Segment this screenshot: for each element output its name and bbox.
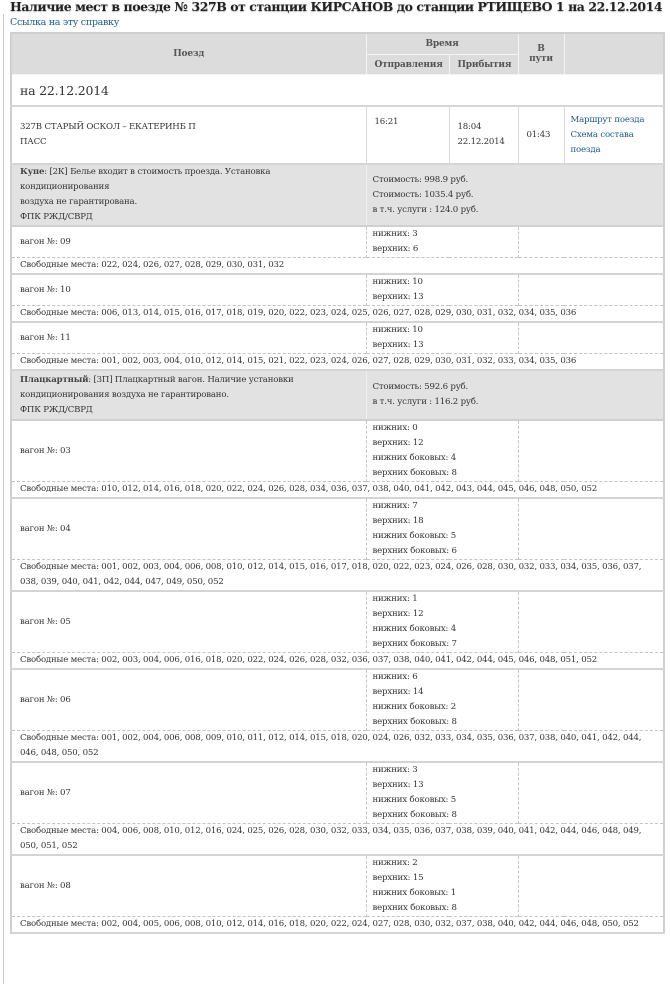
seat-count: верхних боковых: 8 <box>372 903 457 913</box>
wagon-seat-counts <box>366 322 518 354</box>
price-line: Стоимость: 1035.4 руб. <box>372 189 474 200</box>
wagon-seat-counts <box>366 855 518 917</box>
price-line: в т.ч. услуги : 124.0 руб. <box>372 204 479 215</box>
car-class-name: Плацкартный <box>20 374 89 385</box>
wagon-seat-counts <box>366 669 518 731</box>
train-arrival-date: 22.12.2014 <box>457 137 505 147</box>
free-seats-list: Свободные места: 004, 006, 008, 010, 012, 016, 024, 025, 026, 028, 030, 032, 033, 034, 035, 036, 037, 038, 039, 040, 041, 042, 044, 046, 048, 049, 050, 051, 052 <box>11 824 664 856</box>
free-seats-list: Свободные места: 001, 002, 003, 004, 010, 012, 014, 015, 021, 022, 023, 024, 026, 027, 028, 029, 030, 031, 032, 033, 034, 035, 036 <box>11 354 664 371</box>
free-seats-list: Свободные места: 006, 013, 014, 015, 016, 017, 018, 019, 020, 022, 023, 024, 025, 026, 027, 028, 029, 030, 031, 032, 034, 035, 036 <box>11 306 664 323</box>
seat-count: нижних боковых: 4 <box>372 624 457 634</box>
car-class-prices <box>366 164 664 226</box>
train-arrival <box>449 106 518 164</box>
seat-count: нижних боковых: 2 <box>372 702 457 712</box>
wagon-empty-cell <box>518 322 664 354</box>
wagon-number: вагон №: 07 <box>11 762 366 824</box>
car-class-row <box>11 164 664 226</box>
route-link[interactable]: Маршрут поезда <box>570 114 645 125</box>
train-arrival-time: 18:04 <box>457 122 482 132</box>
car-class-desc-line2: кондиционирования воздуха не гарантировано. <box>20 389 229 400</box>
header-arrival: Прибытия <box>449 55 518 75</box>
car-class-description <box>11 164 366 226</box>
seat-count: нижних: 10 <box>372 277 423 287</box>
free-seats-row <box>11 917 664 934</box>
availability-table <box>10 32 665 934</box>
free-seats-list: Свободные места: 002, 004, 005, 006, 008, 010, 012, 014, 016, 018, 020, 022, 024, 027, 028, 030, 032, 037, 038, 040, 042, 044, 046, 048, 050, 052 <box>11 917 664 934</box>
wagon-seat-counts <box>366 420 518 482</box>
car-class-carrier: ФПК РЖД/СВРД <box>20 404 93 415</box>
wagon-seat-counts <box>366 762 518 824</box>
free-seats-row <box>11 560 664 592</box>
wagon-number: вагон №: 04 <box>11 498 366 560</box>
wagon-empty-cell <box>518 420 664 482</box>
wagon-number: вагон №: 09 <box>11 226 366 258</box>
car-class-desc-line1: : [2К] Белье входит в стоимость проезда. Установка кондиционирования <box>20 167 271 192</box>
header-departure: Отправления <box>366 55 449 75</box>
wagon-row <box>11 669 664 731</box>
seat-count: верхних: 18 <box>372 516 424 526</box>
seat-count: нижних: 10 <box>372 325 423 335</box>
wagon-empty-cell <box>518 669 664 731</box>
free-seats-row <box>11 258 664 275</box>
seat-count: верхних: 13 <box>372 780 424 790</box>
free-seats-list: Свободные места: 022, 024, 026, 027, 028, 029, 030, 031, 032 <box>11 258 664 275</box>
price-line: в т.ч. услуги : 116.2 руб. <box>372 397 479 407</box>
car-class-name: Купе <box>20 167 45 177</box>
free-seats-list: Свободные места: 001, 002, 004, 006, 008, 009, 010, 011, 012, 014, 015, 018, 020, 024, 026, 032, 033, 034, 035, 036, 037, 038, 040, 041, 042, 044, 046, 048, 050, 052 <box>11 731 664 763</box>
free-seats-row <box>11 482 664 499</box>
train-row <box>11 106 664 164</box>
date-row <box>11 75 664 107</box>
train-travel-time: 01:43 <box>518 106 564 164</box>
date-label: на 22.12.2014 <box>11 75 664 107</box>
seat-count: нижних боковых: 5 <box>372 531 457 541</box>
seat-count: нижних: 1 <box>372 594 418 604</box>
wagon-number: вагон №: 10 <box>11 274 366 306</box>
free-seats-row <box>11 731 664 763</box>
page-left-border <box>3 14 4 984</box>
seat-count: нижних: 3 <box>372 765 418 775</box>
wagon-empty-cell <box>518 226 664 258</box>
car-class-description <box>11 370 366 420</box>
free-seats-list: Свободные места: 010, 012, 014, 016, 018, 020, 022, 024, 026, 028, 034, 036, 037, 038, 040, 041, 042, 043, 044, 045, 046, 048, 050, 052 <box>11 482 664 499</box>
car-class-carrier: ФПК РЖД/СВРД <box>20 212 93 222</box>
car-class-desc-line2: воздуха не гарантирована. <box>20 197 137 207</box>
wagon-seat-counts <box>366 498 518 560</box>
wagon-empty-cell <box>518 855 664 917</box>
wagon-seat-counts <box>366 591 518 653</box>
wagon-number: вагон №: 06 <box>11 669 366 731</box>
seat-count: нижних боковых: 1 <box>372 888 457 898</box>
permalink-link[interactable]: Ссылка на эту справку <box>10 17 119 28</box>
seat-count: нижних боковых: 5 <box>372 795 457 805</box>
header-travel-line2: пути <box>529 54 553 64</box>
header-links <box>564 33 664 75</box>
price-line: Стоимость: 998.9 руб. <box>372 174 469 185</box>
wagon-row <box>11 591 664 653</box>
wagon-seat-counts <box>366 274 518 306</box>
wagon-empty-cell <box>518 591 664 653</box>
header-train: Поезд <box>11 33 366 75</box>
train-name-line2: ПАСС <box>20 137 47 147</box>
wagon-seat-counts <box>366 226 518 258</box>
wagon-row <box>11 762 664 824</box>
seat-count: верхних: 15 <box>372 873 424 883</box>
wagon-number: вагон №: 08 <box>11 855 366 917</box>
seat-count: верхних боковых: 8 <box>372 468 457 478</box>
price-line: Стоимость: 592.6 руб. <box>372 382 469 392</box>
header-travel-time <box>518 33 564 75</box>
wagon-number: вагон №: 05 <box>11 591 366 653</box>
seat-count: верхних: 6 <box>372 244 419 254</box>
seat-count: верхних: 13 <box>372 292 424 302</box>
wagon-row <box>11 226 664 258</box>
wagon-number: вагон №: 11 <box>11 322 366 354</box>
scheme-link[interactable]: Схема состава поезда <box>570 129 634 155</box>
wagon-row <box>11 855 664 917</box>
wagon-empty-cell <box>518 274 664 306</box>
car-class-row <box>11 370 664 420</box>
seat-count: нижних: 3 <box>372 229 418 239</box>
seat-count: верхних: 13 <box>372 340 424 350</box>
wagon-empty-cell <box>518 762 664 824</box>
wagon-empty-cell <box>518 498 664 560</box>
train-name-line1: 327В СТАРЫЙ ОСКОЛ – ЕКАТЕРИНБ П <box>20 122 196 132</box>
seat-count: нижних: 0 <box>372 423 418 433</box>
free-seats-row <box>11 653 664 670</box>
car-class-desc-line1: : [3П] Плацкартный вагон. Наличие установки <box>88 374 294 385</box>
wagon-row <box>11 322 664 354</box>
seat-count: верхних боковых: 8 <box>372 717 457 727</box>
seat-count: верхних: 12 <box>372 438 424 448</box>
seat-count: верхних боковых: 6 <box>372 546 457 556</box>
seat-count: нижних: 6 <box>372 672 418 682</box>
free-seats-row <box>11 306 664 323</box>
header-travel-line1: В <box>537 44 545 54</box>
wagon-row <box>11 420 664 482</box>
wagon-row <box>11 498 664 560</box>
train-departure: 16:21 <box>366 106 449 164</box>
seat-count: верхних: 12 <box>372 609 424 619</box>
free-seats-list: Свободные места: 001, 002, 003, 004, 006, 008, 010, 012, 014, 015, 016, 017, 018, 020, 022, 023, 024, 026, 028, 030, 032, 033, 034, 035, 036, 037, 038, 039, 040, 041, 042, 044, 047, 049, 050, 052 <box>11 560 664 592</box>
seat-count: верхних: 14 <box>372 687 424 697</box>
seat-count: нижних боковых: 4 <box>372 453 457 463</box>
seat-count: верхних боковых: 8 <box>372 810 457 820</box>
page-title: Наличие мест в поезде № 327В от станции КИРСАНОВ до станции РТИЩЕВО 1 на 22.12.2014 <box>10 0 663 14</box>
wagon-row <box>11 274 664 306</box>
wagon-number: вагон №: 03 <box>11 420 366 482</box>
free-seats-row <box>11 354 664 371</box>
free-seats-list: Свободные места: 002, 003, 004, 006, 016, 018, 020, 022, 024, 026, 028, 032, 036, 037, 038, 040, 041, 042, 044, 045, 046, 048, 051, 052 <box>11 653 664 670</box>
car-class-prices <box>366 370 664 420</box>
train-links <box>564 106 664 164</box>
header-time: Время <box>366 33 518 55</box>
free-seats-row <box>11 824 664 856</box>
seat-count: нижних: 2 <box>372 858 418 868</box>
seat-count: верхних боковых: 7 <box>372 639 457 649</box>
seat-count: нижних: 7 <box>372 501 418 511</box>
train-name <box>11 106 366 164</box>
